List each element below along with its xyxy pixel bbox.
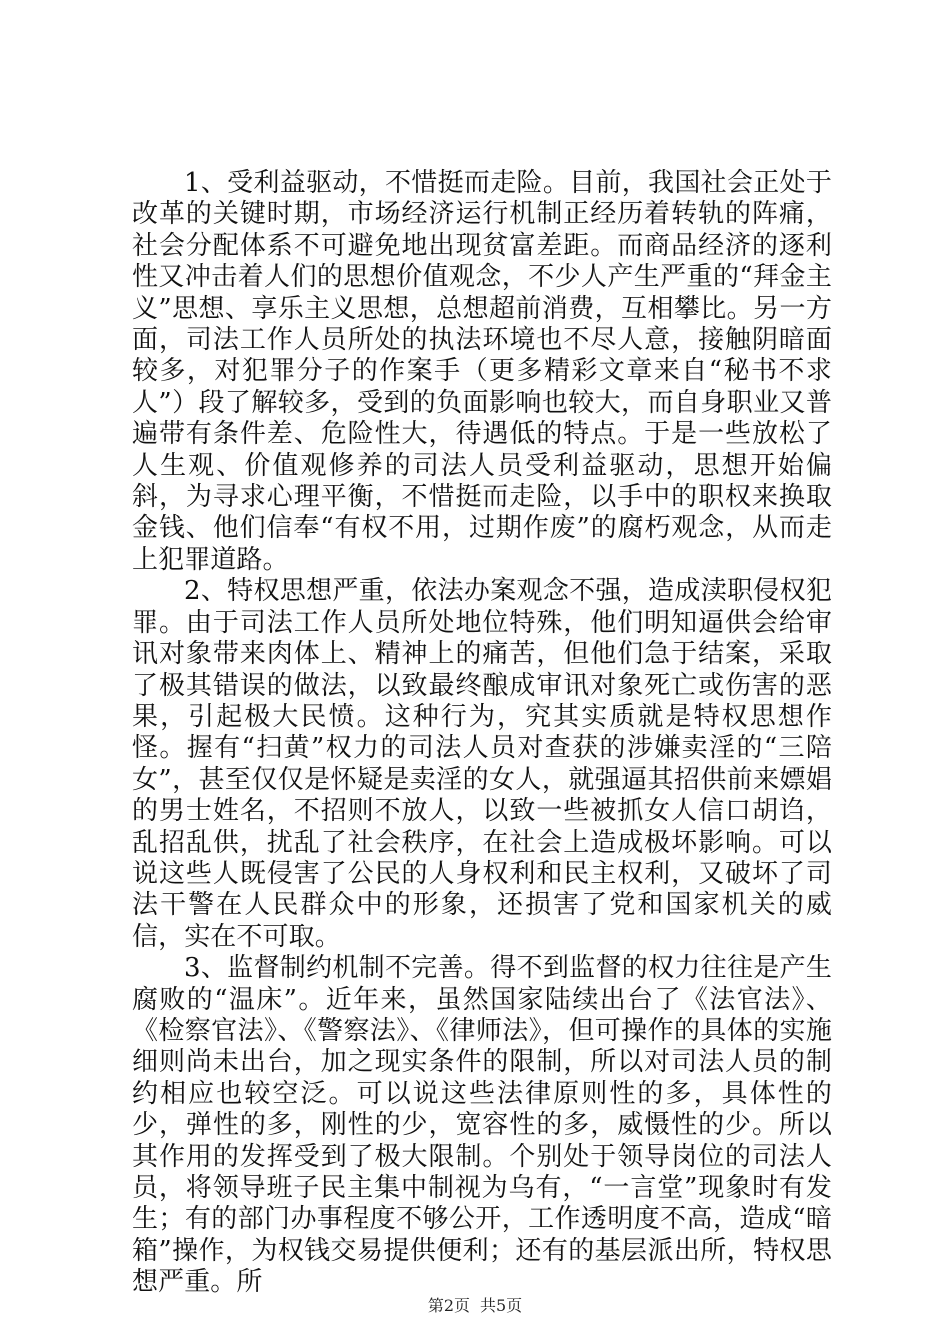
page-number-current: 第2页 <box>427 1296 470 1315</box>
page-number-total: 共5页 <box>480 1296 523 1315</box>
paragraph-3: 3、监督制约机制不完善。得不到监督的权力往往是产生腐败的“温床”。近年来，虽然国家陆续出台了《法官法》、《检察官法》、《警察法》、《律师法》，但可操作的具体的实施细则尚未出台，加之现实条件的限制，所以对司法人员的制约相应也较空泛。可以说这些法律原则性的多，具体性的少，弹性的多，刚性的少，宽容性的多，威慑性的少。所以其作用的发挥受到了极大限制。个别处于领导岗位的司法人员，将领导班子民主集中制视为乌有，“一言堂”现象时有发生；有的部门办事程度不够公开，工作透明度不高，造成“暗箱”操作，为权钱交易提供便利；还有的基层派出所，特权思想严重。所 <box>132 953 832 1298</box>
document-body <box>132 168 832 1299</box>
paragraph-1: 1、受利益驱动，不惜挺而走险。目前，我国社会正处于改革的关键时期，市场经济运行机制正经历着转轨的阵痛，社会分配体系不可避免地出现贫富差距。而商品经济的逐利性又冲击着人们的思想价值观念，不少人产生严重的“拜金主义”思想、享乐主义思想，总想超前消费，互相攀比。另一方面，司法工作人员所处的执法环境也不尽人意，接触阴暗面较多，对犯罪分子的作案手（更多精彩文章来自“秘书不求人”）段了解较多，受到的负面影响也较大，而自身职业又普遍带有条件差、危险性大，待遇低的特点。于是一些放松了人生观、价值观修养的司法人员受利益驱动，思想开始偏斜，为寻求心理平衡，不惜挺而走险，以手中的职权来换取金钱、他们信奉“有权不用，过期作废”的腐朽观念，从而走上犯罪道路。 <box>132 168 832 575</box>
page-footer <box>0 1296 950 1316</box>
paragraph-2: 2、特权思想严重，依法办案观念不强，造成渎职侵权犯罪。由于司法工作人员所处地位特殊，他们明知逼供会给审讯对象带来肉体上、精神上的痛苦，但他们急于结案，采取了极其错误的做法，以致最终酿成审讯对象死亡或伤害的恶果，引起极大民愤。这种行为，究其实质就是特权思想作怪。握有“扫黄”权力的司法人员对查获的涉嫌卖淫的“三陪女”，甚至仅仅是怀疑是卖淫的女人，就强逼其招供前来嫖娼的男士姓名，不招则不放人，以致一些被抓女人信口胡诌，乱招乱供，扰乱了社会秩序，在社会上造成极坏影响。可以说这些人既侵害了公民的人身权利和民主权利，又破坏了司法干警在人民群众中的形象，还损害了党和国家机关的威信，实在不可取。 <box>132 576 832 952</box>
